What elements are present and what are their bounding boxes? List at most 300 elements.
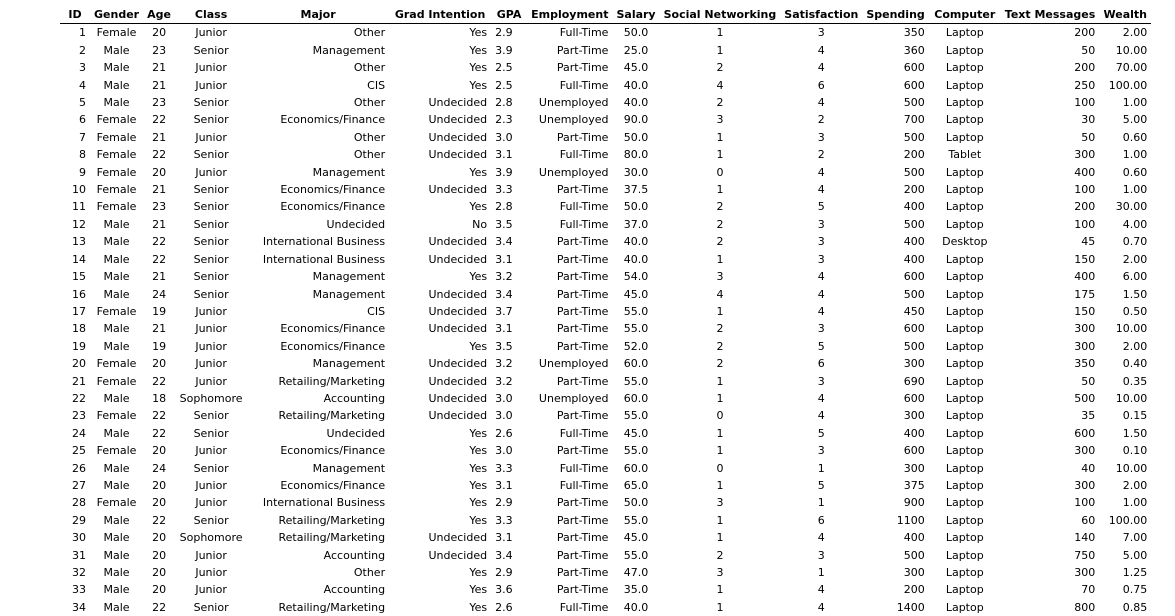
cell-satisfaction: 4 (817, 531, 825, 545)
cell-age: 20 (152, 444, 167, 458)
cell-age: 20 (152, 478, 167, 492)
cell-id: 32 (72, 566, 86, 579)
cell-age: 24 (152, 287, 167, 301)
cell-satisfaction: 3 (817, 548, 825, 562)
cell-grad-intention: Yes (469, 78, 488, 92)
cell-wealth: 0.50 (1122, 304, 1148, 318)
cell-employment: Part-Time (556, 444, 609, 458)
cell-salary: 55.0 (623, 322, 649, 336)
cell-id: 18 (72, 322, 86, 336)
cell-wealth: 6.00 (1122, 270, 1148, 284)
cell-spending: 400 (903, 531, 925, 545)
cell-class: Senior (193, 287, 229, 301)
cell-gpa: 2.3 (495, 113, 513, 127)
cell-salary: 40.0 (623, 252, 649, 266)
cell-spending: 600 (903, 78, 925, 92)
cell-spending: 600 (903, 391, 925, 405)
cell-grad-intention: Undecided (428, 113, 488, 127)
cell-gender: Female (96, 200, 137, 214)
cell-id: 24 (72, 426, 86, 440)
cell-id: 31 (72, 548, 86, 562)
data-table (60, 6, 1151, 616)
cell-wealth: 0.60 (1122, 130, 1148, 144)
cell-class: Senior (193, 200, 229, 214)
cell-class: Junior (195, 130, 227, 144)
cell-employment: Full-Time (559, 478, 609, 492)
cell-id: 33 (72, 583, 86, 597)
cell-computer: Laptop (945, 217, 984, 231)
cell-id: 26 (72, 461, 86, 475)
cell-major: Economics/Finance (280, 478, 386, 492)
cell-id: 21 (72, 374, 86, 388)
cell-employment: Full-Time (559, 217, 609, 231)
cell-wealth: 2.00 (1122, 478, 1148, 492)
cell-salary: 50.0 (623, 200, 649, 214)
cell-wealth: 100.00 (1108, 513, 1148, 527)
cell-social-networking: 1 (716, 148, 724, 162)
col-header-salary: Salary (612, 6, 659, 24)
cell-text-messages: 600 (1074, 426, 1096, 440)
cell-computer: Laptop (945, 513, 984, 527)
cell-social-networking: 1 (716, 183, 724, 197)
cell-class: Junior (195, 339, 227, 353)
cell-salary: 54.0 (623, 270, 649, 284)
cell-major: International Business (262, 496, 386, 510)
cell-age: 21 (152, 322, 167, 336)
cell-wealth: 2.00 (1122, 252, 1148, 266)
cell-age: 22 (152, 374, 167, 388)
cell-age: 22 (152, 513, 167, 527)
cell-spending: 400 (903, 235, 925, 249)
cell-major: Management (312, 165, 386, 179)
cell-gender: Male (103, 235, 130, 249)
cell-spending: 700 (903, 113, 925, 127)
cell-satisfaction: 3 (817, 235, 825, 249)
cell-text-messages: 50 (1081, 130, 1096, 144)
cell-text-messages: 300 (1074, 148, 1096, 162)
cell-satisfaction: 4 (817, 43, 825, 57)
table-row (60, 94, 1151, 111)
cell-computer: Laptop (945, 391, 984, 405)
cell-wealth: 70.00 (1115, 61, 1148, 75)
cell-computer: Laptop (945, 339, 984, 353)
cell-age: 23 (152, 43, 167, 57)
cell-id: 10 (72, 183, 86, 197)
cell-class: Senior (193, 96, 229, 110)
cell-wealth: 1.00 (1122, 96, 1148, 110)
cell-age: 23 (152, 200, 167, 214)
table-row (60, 59, 1151, 76)
cell-employment: Unemployed (538, 357, 609, 371)
table-row (60, 303, 1151, 320)
cell-age: 22 (152, 235, 167, 249)
cell-age: 20 (152, 165, 167, 179)
cell-satisfaction: 6 (817, 78, 825, 92)
cell-satisfaction: 4 (817, 583, 825, 597)
cell-employment: Part-Time (556, 339, 609, 353)
cell-wealth: 1.00 (1122, 496, 1148, 510)
cell-spending: 500 (903, 217, 925, 231)
cell-major: Other (353, 61, 386, 75)
cell-text-messages: 50 (1081, 374, 1096, 388)
cell-computer: Laptop (945, 130, 984, 144)
cell-satisfaction: 2 (817, 148, 825, 162)
cell-grad-intention: Yes (469, 426, 488, 440)
cell-age: 22 (152, 148, 167, 162)
cell-employment: Part-Time (556, 548, 609, 562)
cell-salary: 40.0 (623, 96, 649, 110)
cell-social-networking: 0 (716, 165, 724, 179)
cell-gpa: 3.2 (495, 374, 513, 388)
cell-major: Economics/Finance (280, 339, 386, 353)
col-header-gender: Gender (90, 6, 143, 24)
cell-age: 19 (152, 339, 167, 353)
cell-satisfaction: 3 (817, 374, 825, 388)
cell-major: International Business (262, 235, 386, 249)
cell-gender: Female (96, 496, 137, 510)
cell-age: 20 (152, 531, 167, 545)
cell-major: Management (312, 461, 386, 475)
cell-spending: 400 (903, 426, 925, 440)
cell-grad-intention: Yes (469, 26, 488, 40)
cell-salary: 37.0 (623, 217, 649, 231)
table-row (60, 251, 1151, 268)
cell-spending: 1100 (896, 513, 925, 527)
cell-wealth: 30.00 (1115, 200, 1148, 214)
cell-social-networking: 3 (716, 270, 724, 284)
cell-major: Other (353, 26, 386, 40)
cell-class: Junior (195, 444, 227, 458)
cell-wealth: 10.00 (1115, 43, 1148, 57)
cell-age: 21 (152, 78, 167, 92)
cell-id: 8 (79, 148, 86, 162)
cell-employment: Unemployed (538, 113, 609, 127)
table-row (60, 494, 1151, 511)
cell-gender: Female (96, 357, 137, 371)
cell-employment: Part-Time (556, 61, 609, 75)
cell-salary: 45.0 (623, 426, 649, 440)
cell-id: 6 (79, 113, 86, 127)
cell-text-messages: 140 (1074, 531, 1096, 545)
col-header-grad-intention: Grad Intention (389, 6, 491, 24)
cell-gender: Male (103, 531, 130, 545)
cell-spending: 200 (903, 148, 925, 162)
table-row (60, 320, 1151, 337)
cell-class: Senior (193, 113, 229, 127)
cell-satisfaction: 1 (817, 461, 825, 475)
cell-computer: Laptop (945, 444, 984, 458)
cell-major: Other (353, 566, 386, 579)
cell-gender: Male (103, 43, 130, 57)
cell-gpa: 3.1 (495, 478, 513, 492)
cell-grad-intention: Yes (469, 200, 488, 214)
cell-satisfaction: 1 (817, 496, 825, 510)
cell-class: Senior (193, 461, 229, 475)
cell-salary: 50.0 (623, 26, 649, 40)
cell-spending: 300 (903, 357, 925, 371)
cell-salary: 65.0 (623, 478, 649, 492)
cell-grad-intention: Yes (469, 478, 488, 492)
cell-wealth: 10.00 (1115, 391, 1148, 405)
cell-spending: 300 (903, 409, 925, 423)
cell-gender: Male (103, 513, 130, 527)
cell-wealth: 0.15 (1122, 409, 1148, 423)
cell-id: 22 (72, 391, 86, 405)
cell-grad-intention: Undecided (428, 374, 488, 388)
cell-grad-intention: Undecided (428, 96, 488, 110)
cell-spending: 900 (903, 496, 925, 510)
cell-salary: 50.0 (623, 496, 649, 510)
cell-class: Junior (195, 26, 227, 40)
cell-age: 21 (152, 183, 167, 197)
table-row (60, 373, 1151, 390)
cell-class: Junior (195, 304, 227, 318)
cell-computer: Laptop (945, 270, 984, 284)
cell-id: 16 (72, 287, 86, 301)
cell-wealth: 4.00 (1122, 217, 1148, 231)
cell-employment: Unemployed (538, 165, 609, 179)
cell-class: Senior (193, 426, 229, 440)
cell-major: Other (353, 148, 386, 162)
cell-text-messages: 30 (1081, 113, 1096, 127)
cell-gpa: 3.0 (495, 391, 513, 405)
cell-age: 21 (152, 270, 167, 284)
cell-grad-intention: Yes (469, 600, 488, 614)
cell-computer: Laptop (945, 304, 984, 318)
cell-major: Accounting (323, 583, 386, 597)
cell-wealth: 0.60 (1122, 165, 1148, 179)
table-row (60, 164, 1151, 181)
cell-satisfaction: 5 (817, 478, 825, 492)
cell-salary: 45.0 (623, 287, 649, 301)
table-row (60, 286, 1151, 303)
cell-grad-intention: Undecided (428, 531, 488, 545)
cell-class: Junior (195, 548, 227, 562)
cell-grad-intention: Undecided (428, 252, 488, 266)
cell-text-messages: 250 (1074, 78, 1096, 92)
cell-employment: Full-Time (559, 200, 609, 214)
cell-satisfaction: 4 (817, 96, 825, 110)
cell-employment: Part-Time (556, 270, 609, 284)
cell-wealth: 0.35 (1122, 374, 1148, 388)
cell-gender: Male (103, 600, 130, 614)
cell-gender: Female (96, 148, 137, 162)
table-row (60, 338, 1151, 355)
cell-gpa: 3.1 (495, 531, 513, 545)
cell-salary: 55.0 (623, 548, 649, 562)
cell-grad-intention: Yes (469, 513, 488, 527)
cell-gpa: 2.9 (495, 496, 513, 510)
cell-spending: 1400 (896, 600, 925, 614)
cell-age: 22 (152, 426, 167, 440)
cell-id: 27 (72, 478, 86, 492)
cell-major: Management (312, 270, 386, 284)
cell-class: Senior (193, 270, 229, 284)
cell-computer: Laptop (945, 322, 984, 336)
cell-id: 17 (72, 304, 86, 318)
cell-gender: Male (103, 270, 130, 284)
cell-social-networking: 2 (716, 548, 724, 562)
cell-wealth: 100.00 (1108, 78, 1148, 92)
cell-age: 21 (152, 217, 167, 231)
table-row (60, 407, 1151, 424)
cell-grad-intention: Yes (469, 61, 488, 75)
table-row (60, 477, 1151, 494)
cell-id: 14 (72, 252, 86, 266)
cell-gpa: 3.4 (495, 548, 513, 562)
cell-social-networking: 2 (716, 339, 724, 353)
cell-age: 19 (152, 304, 167, 318)
cell-class: Junior (195, 78, 227, 92)
table-row (60, 529, 1151, 546)
col-header-social-networking: Social Networking (660, 6, 781, 24)
cell-major: Economics/Finance (280, 322, 386, 336)
cell-computer: Tablet (948, 148, 982, 162)
table-row (60, 198, 1151, 215)
cell-age: 20 (152, 496, 167, 510)
cell-computer: Laptop (945, 426, 984, 440)
cell-wealth: 2.00 (1122, 26, 1148, 40)
cell-satisfaction: 3 (817, 322, 825, 336)
cell-text-messages: 400 (1074, 165, 1096, 179)
cell-major: Undecided (326, 217, 386, 231)
cell-wealth: 1.50 (1122, 426, 1148, 440)
cell-employment: Full-Time (559, 26, 609, 40)
cell-employment: Part-Time (556, 235, 609, 249)
table-row (60, 460, 1151, 477)
cell-gender: Male (103, 252, 130, 266)
cell-spending: 500 (903, 130, 925, 144)
cell-gpa: 2.6 (495, 600, 513, 614)
cell-gender: Male (103, 478, 130, 492)
cell-salary: 40.0 (623, 600, 649, 614)
cell-grad-intention: Undecided (428, 304, 488, 318)
cell-social-networking: 1 (716, 43, 724, 57)
cell-wealth: 7.00 (1122, 531, 1148, 545)
cell-employment: Unemployed (538, 391, 609, 405)
cell-computer: Desktop (942, 235, 988, 249)
cell-gender: Male (103, 566, 130, 579)
cell-gpa: 2.9 (495, 566, 513, 579)
cell-major: Retailing/Marketing (278, 409, 386, 423)
cell-text-messages: 750 (1074, 548, 1096, 562)
cell-text-messages: 150 (1074, 252, 1096, 266)
col-header-spending: Spending (862, 6, 928, 24)
cell-spending: 690 (903, 374, 925, 388)
cell-social-networking: 4 (716, 78, 724, 92)
cell-satisfaction: 4 (817, 270, 825, 284)
col-header-computer: Computer (929, 6, 1001, 24)
cell-id: 9 (79, 165, 86, 179)
col-header-text-messages: Text Messages (1001, 6, 1100, 24)
cell-id: 13 (72, 235, 86, 249)
cell-social-networking: 2 (716, 217, 724, 231)
cell-gender: Female (96, 409, 137, 423)
cell-wealth: 1.00 (1122, 148, 1148, 162)
cell-major: Management (312, 43, 386, 57)
table-row (60, 581, 1151, 598)
cell-gender: Male (103, 391, 130, 405)
cell-social-networking: 2 (716, 61, 724, 75)
cell-wealth: 10.00 (1115, 322, 1148, 336)
cell-age: 22 (152, 409, 167, 423)
cell-class: Junior (195, 374, 227, 388)
cell-id: 28 (72, 496, 86, 510)
cell-text-messages: 35 (1081, 409, 1096, 423)
cell-gender: Male (103, 322, 130, 336)
cell-wealth: 1.00 (1122, 183, 1148, 197)
cell-major: Retailing/Marketing (278, 513, 386, 527)
table-row (60, 599, 1151, 616)
cell-gender: Male (103, 78, 130, 92)
cell-class: Senior (193, 600, 229, 614)
cell-wealth: 0.85 (1122, 600, 1148, 614)
cell-age: 20 (152, 26, 167, 40)
table-row (60, 425, 1151, 442)
table-row (60, 146, 1151, 163)
cell-gender: Male (103, 61, 130, 75)
cell-major: CIS (367, 78, 386, 92)
cell-satisfaction: 6 (817, 357, 825, 371)
table-row (60, 77, 1151, 94)
cell-computer: Laptop (945, 43, 984, 57)
cell-gpa: 3.4 (495, 287, 513, 301)
cell-grad-intention: Undecided (428, 183, 488, 197)
col-header-employment: Employment (527, 6, 612, 24)
cell-spending: 600 (903, 61, 925, 75)
cell-spending: 500 (903, 548, 925, 562)
cell-gpa: 3.9 (495, 165, 513, 179)
cell-satisfaction: 4 (817, 183, 825, 197)
cell-gender: Female (96, 130, 137, 144)
cell-salary: 45.0 (623, 61, 649, 75)
cell-employment: Part-Time (556, 322, 609, 336)
cell-class: Junior (195, 322, 227, 336)
cell-class: Junior (195, 61, 227, 75)
cell-grad-intention: Undecided (428, 391, 488, 405)
cell-class: Junior (195, 478, 227, 492)
cell-class: Senior (193, 513, 229, 527)
cell-text-messages: 200 (1074, 26, 1096, 40)
cell-grad-intention: Yes (469, 496, 488, 510)
table-row (60, 42, 1151, 59)
cell-grad-intention: Yes (469, 461, 488, 475)
cell-class: Junior (195, 583, 227, 597)
cell-computer: Laptop (945, 600, 984, 614)
cell-text-messages: 100 (1074, 496, 1096, 510)
cell-spending: 375 (903, 478, 925, 492)
cell-class: Junior (195, 165, 227, 179)
cell-gender: Female (96, 183, 137, 197)
cell-id: 3 (79, 61, 86, 75)
cell-age: 20 (152, 583, 167, 597)
cell-social-networking: 1 (716, 130, 724, 144)
cell-id: 11 (72, 200, 86, 214)
cell-class: Senior (193, 217, 229, 231)
cell-satisfaction: 3 (817, 26, 825, 40)
cell-id: 34 (72, 600, 86, 614)
cell-gender: Male (103, 287, 130, 301)
cell-gpa: 3.0 (495, 409, 513, 423)
cell-salary: 55.0 (623, 304, 649, 318)
cell-salary: 55.0 (623, 409, 649, 423)
cell-computer: Laptop (945, 96, 984, 110)
cell-gpa: 3.0 (495, 130, 513, 144)
cell-spending: 360 (903, 43, 925, 57)
cell-gpa: 3.0 (495, 444, 513, 458)
cell-social-networking: 1 (716, 252, 724, 266)
cell-gpa: 3.3 (495, 183, 513, 197)
